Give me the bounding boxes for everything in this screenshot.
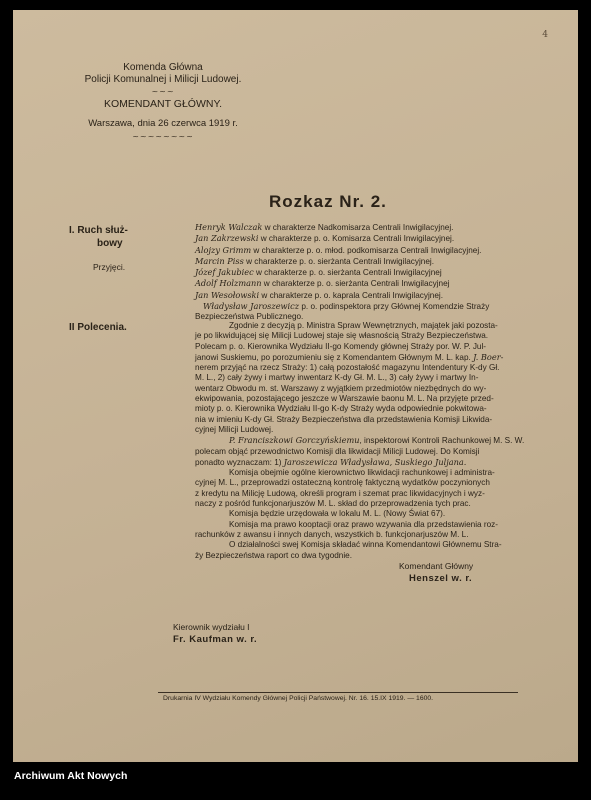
header-line-1: Komenda Główna: [123, 62, 203, 73]
header-date: Warszawa, dnia 26 czerwca 1919 r.: [88, 118, 238, 129]
signature-right-role: Komendant Główny: [399, 561, 474, 571]
document-title: Rozkaz Nr. 2.: [269, 192, 387, 211]
text-segment: ponadto wyznaczam: 1): [195, 457, 282, 467]
list-item: [195, 222, 525, 233]
section2-body: [195, 321, 523, 561]
archive-watermark: Archiwum Akt Nowych: [14, 770, 128, 782]
footer-rule: [158, 692, 518, 693]
entry-text: w charakterze p. o. sierżanta Centrali Inwigilacyjnej: [253, 268, 442, 278]
person-name: J. Boer-: [473, 351, 504, 362]
person-name: Henryk Walczak: [195, 222, 263, 232]
list-item: [195, 290, 525, 301]
text-line: O działalności swej Komisja składać winna Komendantowi Głównemu Stra-: [229, 540, 502, 550]
text-line: ekwipowania, pozostającego jeszcze w Warszawie baonu M. L. Na przyjęte przed-: [195, 394, 494, 404]
entry-text: w charakterze p. o. młod. podkomisarza Centrali Inwigilacyjnej.: [251, 245, 482, 255]
commission-members: Jaroszewicza Władysława, Suskiego Juljana.: [283, 456, 467, 467]
list-item: [195, 245, 525, 256]
text-line: cyjnej Milicji Ludowej.: [195, 424, 274, 434]
header-ornament-small: ~~~: [151, 87, 175, 96]
person-name: Marcin Piss: [195, 255, 244, 266]
list-item: [195, 278, 525, 289]
header-chief: KOMENDANT GŁÓWNY.: [103, 98, 223, 110]
text-line: M. L., 2) cały żywy i martwy inwentarz K-dy Gł. M. L., 3) cały żywy i martwy In-: [195, 373, 479, 383]
text-line: z kredytu na Milicję Ludową, określi program i szemat prac likwidacyjnych i wyz-: [195, 488, 485, 498]
text-line: [195, 352, 523, 363]
text-line: [195, 435, 523, 446]
text-line: Komisja ma prawo kooptacji oraz prawo wzywania dla przedstawienia roz-: [229, 519, 498, 529]
list-item: [195, 256, 525, 267]
person-name: Alojzy Grimm: [195, 244, 252, 255]
list-item: [195, 301, 525, 312]
entry-text: w charakterze p. o. sierżanta Centrali Inwigilacyjnej.: [243, 256, 435, 266]
section1-entries: [195, 222, 525, 323]
section1-subheading: Przyjęci.: [93, 262, 126, 272]
text-line: Komisja będzie urzędowała w lokalu M. L. (Nowy Świat 67).: [229, 509, 446, 519]
text-line: cyjnej M. L., przeprowadzi ostateczną kontrolę faktyczną wydatków poczynionych: [195, 478, 490, 488]
signature-right-name: Henszel w. r.: [409, 573, 473, 584]
text-segment: , inspektorowi Kontroli Rachunkowej M. S. W.: [359, 436, 525, 446]
section1-heading-line1: I. Ruch służ-: [69, 225, 128, 236]
text-segment: janowi Suskiemu, po porozumieniu się z Komendantem Głównym M. L. kap.: [195, 352, 471, 362]
text-line: Zgodnie z decyzją p. Ministra Spraw Wewnętrznych, majątek jaki pozosta-: [229, 321, 498, 330]
text-line: naczy z pośród funkcjonarjuszów M. L. skład do przeprowadzenia tych prac.: [195, 499, 471, 509]
person-name: P. Franciszkowi Gorczyńskiemu: [229, 435, 360, 446]
entry-text: p. o. podinspektora przy Głównej Komendzie Straży: [299, 302, 490, 312]
person-name: Władysław Jaroszewicz: [203, 301, 300, 312]
list-item: [195, 233, 525, 244]
document-page: [13, 10, 578, 762]
text-line: je po likwidującej się Milicji Ludowej staje się własnością Straży Bezpieczeństwa.: [195, 331, 489, 341]
text-line: nerem przyjąć na rzecz Straży: 1) całą pozostałość magazynu Intendentury K-dy Gł.: [195, 363, 500, 373]
text-line: Polecam p. o. Kierownika Wydziału II-go Komendy głównej Straży por. W. P. Jul-: [195, 341, 487, 351]
text-line: Komisja obejmie ogólne kierownictwo likwidacji rachunkowej i administra-: [229, 468, 495, 478]
signature-left-name: Fr. Kaufman w. r.: [173, 634, 258, 645]
text-line: mioty p. o. Kierownika Wydziału II-go K-dy Straży wyda odpowiednie pokwitowa-: [195, 404, 487, 414]
text-line: nia w imieniu K-dy Gł. Straży Bezpieczeństwa dla przedstawienia Komisji Likwida-: [195, 414, 493, 424]
text-line: rachunków z awansu i innych danych, wszystkich b. funkcjonarjuszów M. L.: [195, 529, 469, 539]
section1-heading-line2: bowy: [97, 238, 123, 249]
list-item: [195, 267, 525, 278]
header-ornament-wave: ~~~~~~~~: [132, 132, 194, 141]
section2-heading: II Polecenia.: [69, 322, 127, 333]
text-line: wentarz Obwodu m. st. Warszawy z wyjątkiem przedmiotów niezbędnych do wy-: [195, 383, 487, 393]
person-name: Jan Zakrzewski: [195, 233, 259, 244]
entry-continuation: Bezpieczeństwa Publicznego.: [195, 312, 304, 322]
printer-footer: Drukarnia IV Wydziału Komendy Głównej Policji Państwowej. Nr. 16. 15.IX 1919. — 1600.: [163, 695, 434, 702]
signature-left-role: Kierownik wydziału I: [173, 622, 250, 632]
entry-text: w charakterze p. o. sierżanta Centrali Inwigilacyjnej: [261, 279, 450, 289]
person-name: Jan Wesołowski: [195, 289, 260, 300]
page-number-mark: 4: [542, 30, 548, 40]
text-line: ży Bezpieczeństwa raport co dwa tygodnie.: [195, 550, 353, 560]
text-line: [195, 457, 523, 468]
entry-text: w charakterze Nadkomisarza Centrali Inwigilacyjnej.: [262, 223, 454, 232]
text-line: polecam objąć przewodnictwo Komisji dla likwidacji Milicji Ludowej. Do Komisji: [195, 446, 480, 456]
entry-text: w charakterze p. o. kaprala Centrali Inwigilacyjnej.: [259, 290, 443, 300]
person-name: Adolf Holzmann: [195, 278, 262, 289]
header-line-2: Policji Komunalnej i Milicji Ludowej.: [84, 74, 242, 85]
entry-text: w charakterze p. o. Komisarza Centrali Inwigilacyjnej.: [258, 234, 455, 244]
person-name: Józef Jakubiec: [195, 267, 254, 278]
